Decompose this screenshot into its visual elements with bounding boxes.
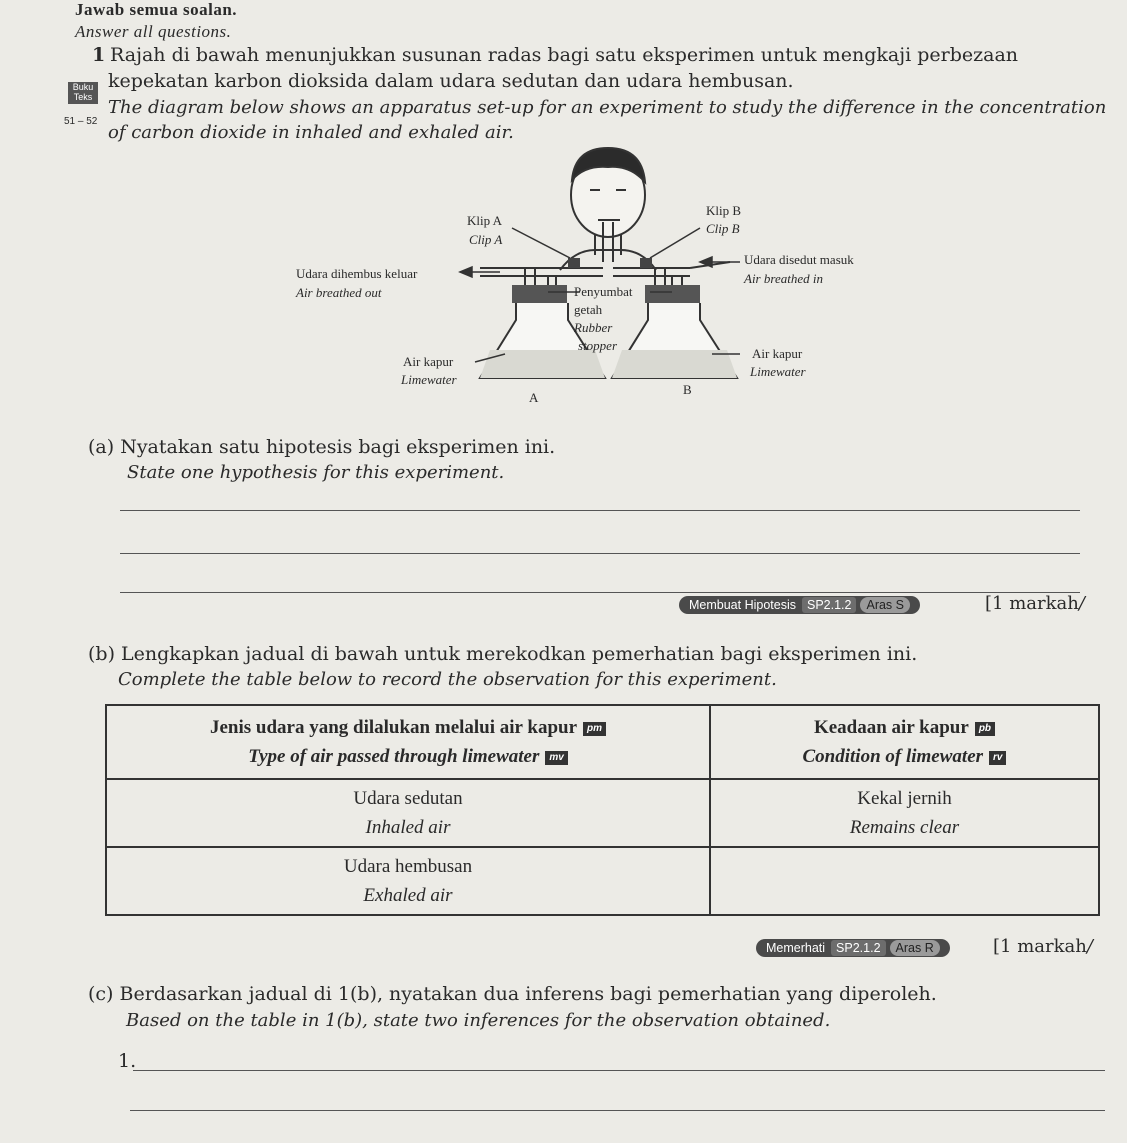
table-header-air-type — [106, 705, 710, 779]
stopper-a — [512, 285, 567, 303]
clip-a-label-ms: Klip A — [467, 213, 503, 228]
marks-b — [993, 936, 1093, 957]
header-air-type-ms: Jenis udara yang dilalukan melalui air kapur — [209, 717, 578, 738]
intro-en-line2: of carbon dioxide in inhaled and exhaled air. — [108, 122, 514, 143]
table-row — [106, 779, 1099, 847]
table-header-row — [106, 705, 1099, 779]
answer-line-c2[interactable] — [130, 1110, 1105, 1111]
header-air-type-en: Type of air passed through limewater — [248, 746, 540, 767]
limewater-left-ms: Air kapur — [403, 354, 454, 369]
marks-a-en: / — [1078, 593, 1085, 614]
instruction-en: Answer all questions. — [75, 22, 232, 41]
air-out-label-en: Air breathed out — [296, 285, 382, 300]
stopper-b — [645, 285, 700, 303]
skill-tag-a — [679, 596, 920, 614]
header-condition-en-line — [717, 742, 1092, 771]
cell-condition-exhaled-input[interactable] — [710, 847, 1099, 915]
stopper-label-en1: Rubber — [574, 320, 613, 335]
stopper-label-ms1: Penyumbat — [574, 284, 633, 299]
skill-tag-a-label: Membuat Hipotesis — [689, 598, 796, 612]
marks-b-en: / — [1086, 936, 1093, 957]
limewater-right-ms: Air kapur — [752, 346, 803, 361]
header-air-type-en-line — [113, 742, 703, 771]
observation-table — [105, 704, 1100, 916]
skill-tag-a-code: SP2.1.2 — [802, 597, 856, 613]
answer-line-c1[interactable] — [133, 1070, 1105, 1071]
air-inhaled-ms: Udara sedutan — [353, 788, 463, 809]
part-a-question-ms: (a) Nyatakan satu hipotesis bagi eksperimen ini. — [88, 436, 556, 458]
stopper-label-ms2: getah — [574, 302, 603, 317]
skill-tag-b-label: Memerhati — [766, 941, 826, 955]
skill-tag-b — [756, 939, 950, 957]
rv-badge-icon: rv — [989, 751, 1006, 765]
flask-b-label: B — [683, 382, 692, 397]
air-out-label-ms: Udara dihembus keluar — [296, 266, 418, 281]
instruction-ms: Jawab semua soalan. — [75, 0, 238, 19]
pm-badge-icon: pm — [583, 722, 606, 736]
clip-a-mark — [568, 258, 580, 268]
part-a-question-en: State one hypothesis for this experiment. — [127, 462, 505, 483]
clip-b-mark — [640, 258, 652, 268]
marks-a-ms: [1 markah — [985, 593, 1079, 614]
pb-badge-icon: pb — [975, 722, 995, 736]
limewater-a — [480, 350, 605, 378]
clip-b-label-en: Clip B — [706, 221, 740, 236]
part-b-question-ms: (b) Lengkapkan jadual di bawah untuk merekodkan pemerhatian bagi eksperimen ini. — [88, 643, 918, 665]
mv-badge-icon: mv — [545, 751, 567, 765]
header-condition-ms-line — [717, 713, 1092, 742]
answer-line-a2[interactable] — [120, 553, 1080, 554]
limewater-left-en: Limewater — [401, 372, 457, 387]
page-ref-icon: 51 – 52 — [64, 116, 98, 127]
part-c-question-ms: (c) Berdasarkan jadual di 1(b), nyatakan dua inferens bagi pemerhatian yang diperoleh. — [88, 983, 937, 1005]
air-in-label-en: Air breathed in — [744, 271, 823, 286]
skill-tag-a-level: Aras S — [860, 597, 910, 613]
clip-b-label-ms: Klip B — [706, 203, 742, 218]
intro-ms-line1: Rajah di bawah menunjukkan susunan radas bagi satu eksperimen untuk mengkaji perbezaan — [110, 44, 1019, 66]
intro-en-line1: The diagram below shows an apparatus set-up for an experiment to study the difference in the concentration — [108, 97, 1107, 118]
air-exhaled-en: Exhaled air — [363, 885, 453, 906]
apparatus-diagram — [0, 0, 1127, 420]
condition-inhaled-en: Remains clear — [849, 817, 960, 838]
part-c-item1-label: 1. — [118, 1050, 137, 1072]
clip-a-label-en: Clip A — [469, 232, 503, 247]
person-figure — [560, 148, 656, 270]
answer-line-a1[interactable] — [120, 510, 1080, 511]
cell-condition-inhaled — [710, 779, 1099, 847]
skill-tag-b-code: SP2.1.2 — [831, 940, 885, 956]
marks-b-ms: [1 markah — [993, 936, 1087, 957]
cell-air-inhaled — [106, 779, 710, 847]
air-inhaled-en: Inhaled air — [365, 817, 451, 838]
answer-line-a3[interactable] — [120, 592, 1080, 593]
header-air-type-ms-line — [113, 713, 703, 742]
textbook-icon: Buku Teks — [68, 82, 98, 104]
cell-air-exhaled — [106, 847, 710, 915]
table-row — [106, 847, 1099, 915]
skill-tag-b-level: Aras R — [890, 940, 940, 956]
question-number: 1 — [92, 44, 106, 66]
table-header-condition — [710, 705, 1099, 779]
limewater-right-en: Limewater — [750, 364, 806, 379]
marks-a — [985, 593, 1085, 614]
intro-ms-line2: kepekatan karbon dioksida dalam udara sedutan dan udara hembusan. — [108, 70, 794, 92]
part-c-question-en: Based on the table in 1(b), state two inferences for the observation obtained. — [126, 1010, 831, 1031]
condition-inhaled-ms: Kekal jernih — [857, 788, 952, 809]
stopper-label-en2: stopper — [578, 338, 617, 353]
air-in-label-ms: Udara disedut masuk — [744, 252, 854, 267]
flask-a-label: A — [529, 390, 539, 405]
header-condition-ms: Keadaan air kapur — [813, 717, 969, 738]
header-condition-en: Condition of limewater — [802, 746, 984, 767]
part-b-question-en: Complete the table below to record the observation for this experiment. — [118, 669, 777, 690]
air-exhaled-ms: Udara hembusan — [343, 856, 473, 877]
